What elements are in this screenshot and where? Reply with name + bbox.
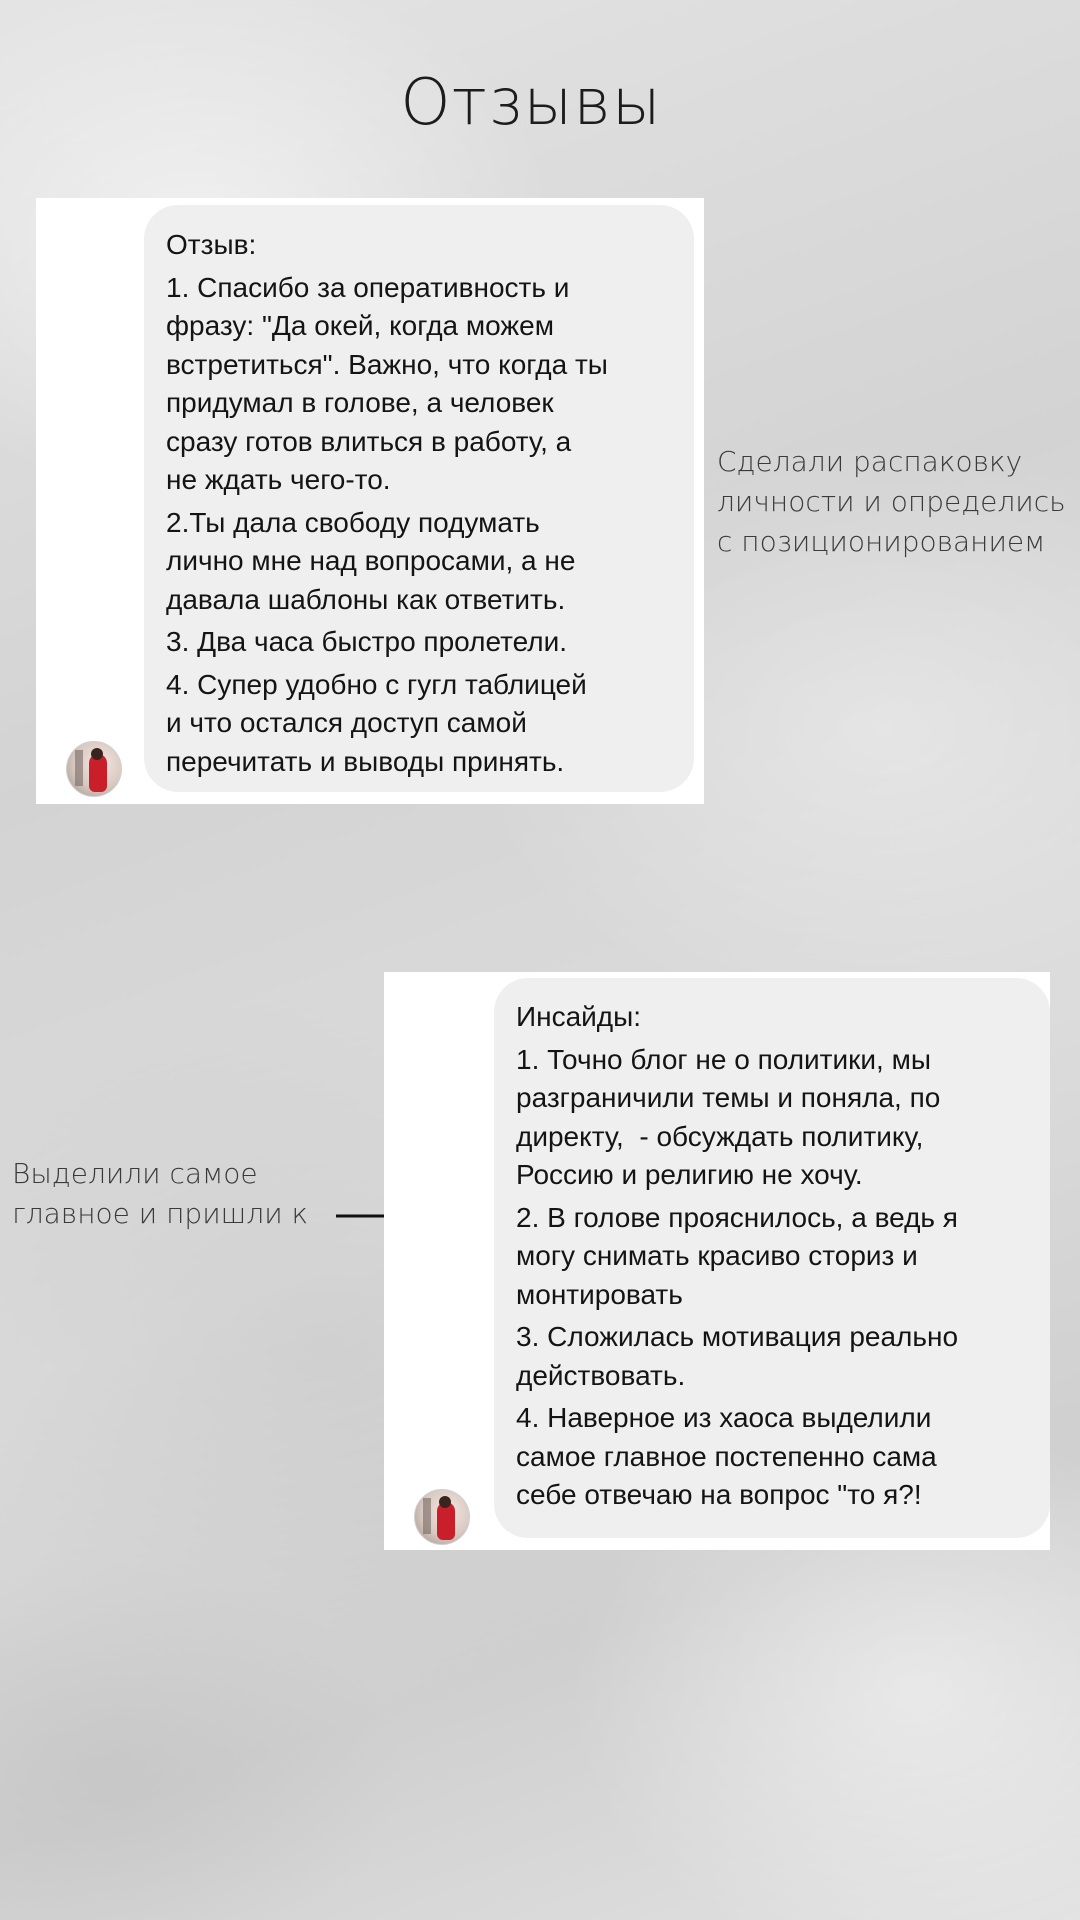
message-line: монтировать — [516, 1278, 683, 1310]
message-paragraph — [516, 1041, 1038, 1195]
message-line: 1. Спасибо за оперативность и — [166, 271, 570, 303]
side-note-line: с позиционированием — [717, 525, 1046, 558]
avatar-photo-background — [75, 750, 83, 786]
side-note-line: Сделали распаковку — [717, 445, 1023, 478]
message-line: 3. Два часа быстро пролетели. — [166, 626, 568, 657]
message-line: 2.Ты дала свободу подумать — [166, 506, 540, 538]
avatar — [414, 1489, 470, 1545]
side-note-line: личности и определись — [717, 485, 1066, 518]
review-screenshot-2 — [384, 972, 1050, 1550]
message-line: 2. В голове прояснилось, а ведь я — [516, 1201, 958, 1233]
message-line: 4. Наверное из хаоса выделили — [516, 1402, 932, 1433]
page-title: Отзывы — [400, 66, 662, 140]
message-paragraph — [166, 623, 680, 662]
message-bubble — [144, 205, 694, 792]
message-line: перечитать и выводы принять. — [166, 745, 565, 777]
message-line: Россию и религию не хочу. — [516, 1159, 863, 1190]
avatar-photo-head — [91, 748, 103, 760]
message-line: самое главное постепенно сама — [516, 1440, 937, 1472]
message-line: директу, - обсуждать политику, — [516, 1120, 924, 1152]
message-line: могу снимать красиво сториз и — [516, 1240, 918, 1271]
message-heading: Инсайды: — [516, 1001, 642, 1032]
message-heading: Отзыв: — [166, 229, 257, 260]
side-note-line: Выделили самое — [12, 1157, 258, 1190]
side-note-line: главное и пришли к — [12, 1197, 309, 1230]
review-screenshot-1 — [36, 198, 704, 804]
avatar — [66, 741, 122, 797]
message-line: 4. Супер удобно с гугл таблицей — [166, 668, 587, 700]
message-line: 1. Точно блог не о политики, мы — [516, 1043, 931, 1075]
message-line: себе отвечаю на вопрос "то я?! — [516, 1479, 922, 1510]
message-line: 3. Сложилась мотивация реально — [516, 1321, 959, 1352]
message-paragraph — [166, 504, 680, 620]
message-line: и что остался доступ самой — [166, 707, 527, 738]
message-line: разграничили темы и поняла, по — [516, 1082, 941, 1113]
message-paragraph — [166, 666, 680, 782]
message-line: давала шаблоны как ответить. — [166, 583, 566, 615]
avatar-photo-background — [423, 1498, 431, 1534]
message-paragraph — [516, 1318, 1038, 1395]
message-bubble — [494, 978, 1050, 1538]
avatar-photo-head — [439, 1496, 451, 1508]
message-line: встретиться". Важно, что когда ты — [166, 348, 608, 380]
message-line: сразу готов влиться в работу, а — [166, 425, 572, 457]
message-paragraph — [516, 1199, 1038, 1315]
side-note-main-point — [12, 1154, 308, 1234]
message-line: фразу: "Да окей, когда можем — [166, 310, 554, 341]
message-paragraph — [166, 269, 680, 500]
message-line: действовать. — [516, 1359, 686, 1391]
side-note-unpacking — [717, 442, 1066, 562]
message-paragraph — [516, 1399, 1038, 1515]
message-line: придумал в голове, а человек — [166, 387, 554, 418]
message-line: лично мне над вопросами, а не — [166, 545, 576, 576]
message-line: не ждать чего-то. — [166, 464, 391, 495]
